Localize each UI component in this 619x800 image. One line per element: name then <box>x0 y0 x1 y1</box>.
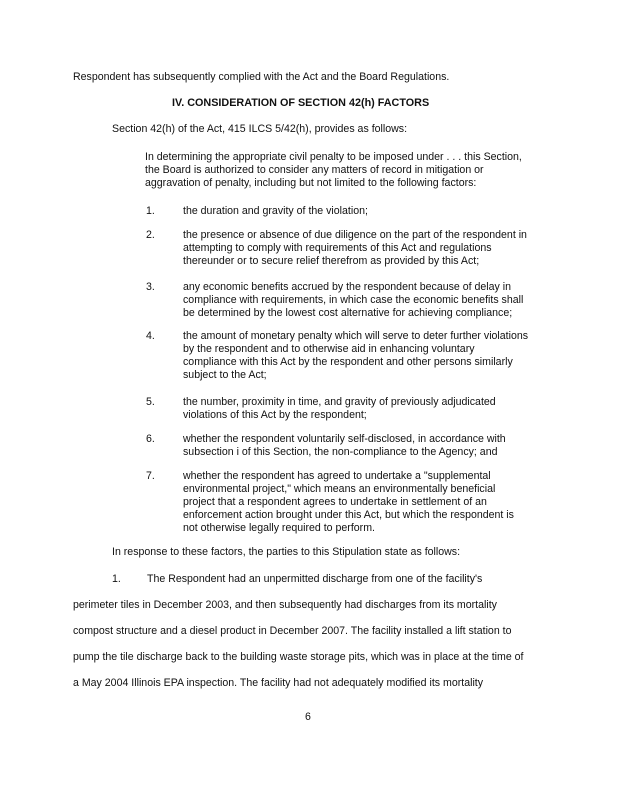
factor-line: be determined by the lowest cost alternative for achieving compliance; <box>183 307 513 319</box>
page-number: 6 <box>305 711 311 723</box>
factor-number: 5. <box>146 396 155 408</box>
factor-line: environmental project," which means an environmentally beneficial <box>183 483 496 495</box>
response-line: perimeter tiles in December 2003, and then subsequently had discharges from its mortality <box>73 599 497 611</box>
response-intro: In response to these factors, the parties to this Stipulation state as follows: <box>112 546 461 558</box>
factor-number: 3. <box>146 281 155 293</box>
factor-line: violations of this Act by the respondent; <box>183 409 367 421</box>
factor-line: not otherwise legally required to perform. <box>183 522 375 534</box>
factor-number: 2. <box>146 229 155 241</box>
factor-line: compliance with requirements, in which case the economic benefits shall <box>183 294 524 306</box>
factor-number: 6. <box>146 433 155 445</box>
quote-line: In determining the appropriate civil penalty to be imposed under . . . this Section, <box>145 151 522 163</box>
factor-line: subject to the Act; <box>183 369 267 381</box>
factor-line: enforcement action brought under this Act, but which the respondent is <box>183 509 514 521</box>
intro-line: Respondent has subsequently complied with the Act and the Board Regulations. <box>73 71 450 83</box>
factor-line: subsection i of this Section, the non-compliance to the Agency; and <box>183 446 498 458</box>
response-line: a May 2004 Illinois EPA inspection. The facility had not adequately modified its mortality <box>73 677 484 689</box>
response-number: 1. <box>112 573 121 585</box>
response-line: compost structure and a diesel product in December 2007. The facility installed a lift station to <box>73 625 512 637</box>
factor-line: project that a respondent agrees to undertake in settlement of an <box>183 496 487 508</box>
factor-number: 1. <box>146 205 155 217</box>
factor-line: by the respondent and to otherwise aid in enhancing voluntary <box>183 343 475 355</box>
response-line: The Respondent had an unpermitted discharge from one of the facility's <box>147 573 483 585</box>
factor-line: whether the respondent has agreed to undertake a "supplemental <box>183 470 491 482</box>
factor-line: compliance with this Act by the respondent and other persons similarly <box>183 356 513 368</box>
factor-line: the presence or absence of due diligence on the part of the respondent in <box>183 229 527 241</box>
factor-line: the duration and gravity of the violation; <box>183 205 368 217</box>
factor-number: 7. <box>146 470 155 482</box>
quote-line: the Board is authorized to consider any matters of record in mitigation or <box>145 164 484 176</box>
factor-line: whether the respondent voluntarily self-disclosed, in accordance with <box>183 433 506 445</box>
factor-number: 4. <box>146 330 155 342</box>
factor-line: thereunder or to secure relief therefrom as provided by this Act; <box>183 255 480 267</box>
factor-line: the amount of monetary penalty which will serve to deter further violations <box>183 330 529 342</box>
quote-line: aggravation of penalty, including but not limited to the following factors: <box>145 177 477 189</box>
response-line: pump the tile discharge back to the building waste storage pits, which was in place at the time of <box>73 651 524 663</box>
factor-line: the number, proximity in time, and gravity of previously adjudicated <box>183 396 496 408</box>
factor-line: attempting to comply with requirements of this Act and regulations <box>183 242 492 254</box>
factor-line: any economic benefits accrued by the respondent because of delay in <box>183 281 512 293</box>
section-heading: IV. CONSIDERATION OF SECTION 42(h) FACTORS <box>172 97 430 109</box>
section-intro: Section 42(h) of the Act, 415 ILCS 5/42(h), provides as follows: <box>112 123 408 135</box>
